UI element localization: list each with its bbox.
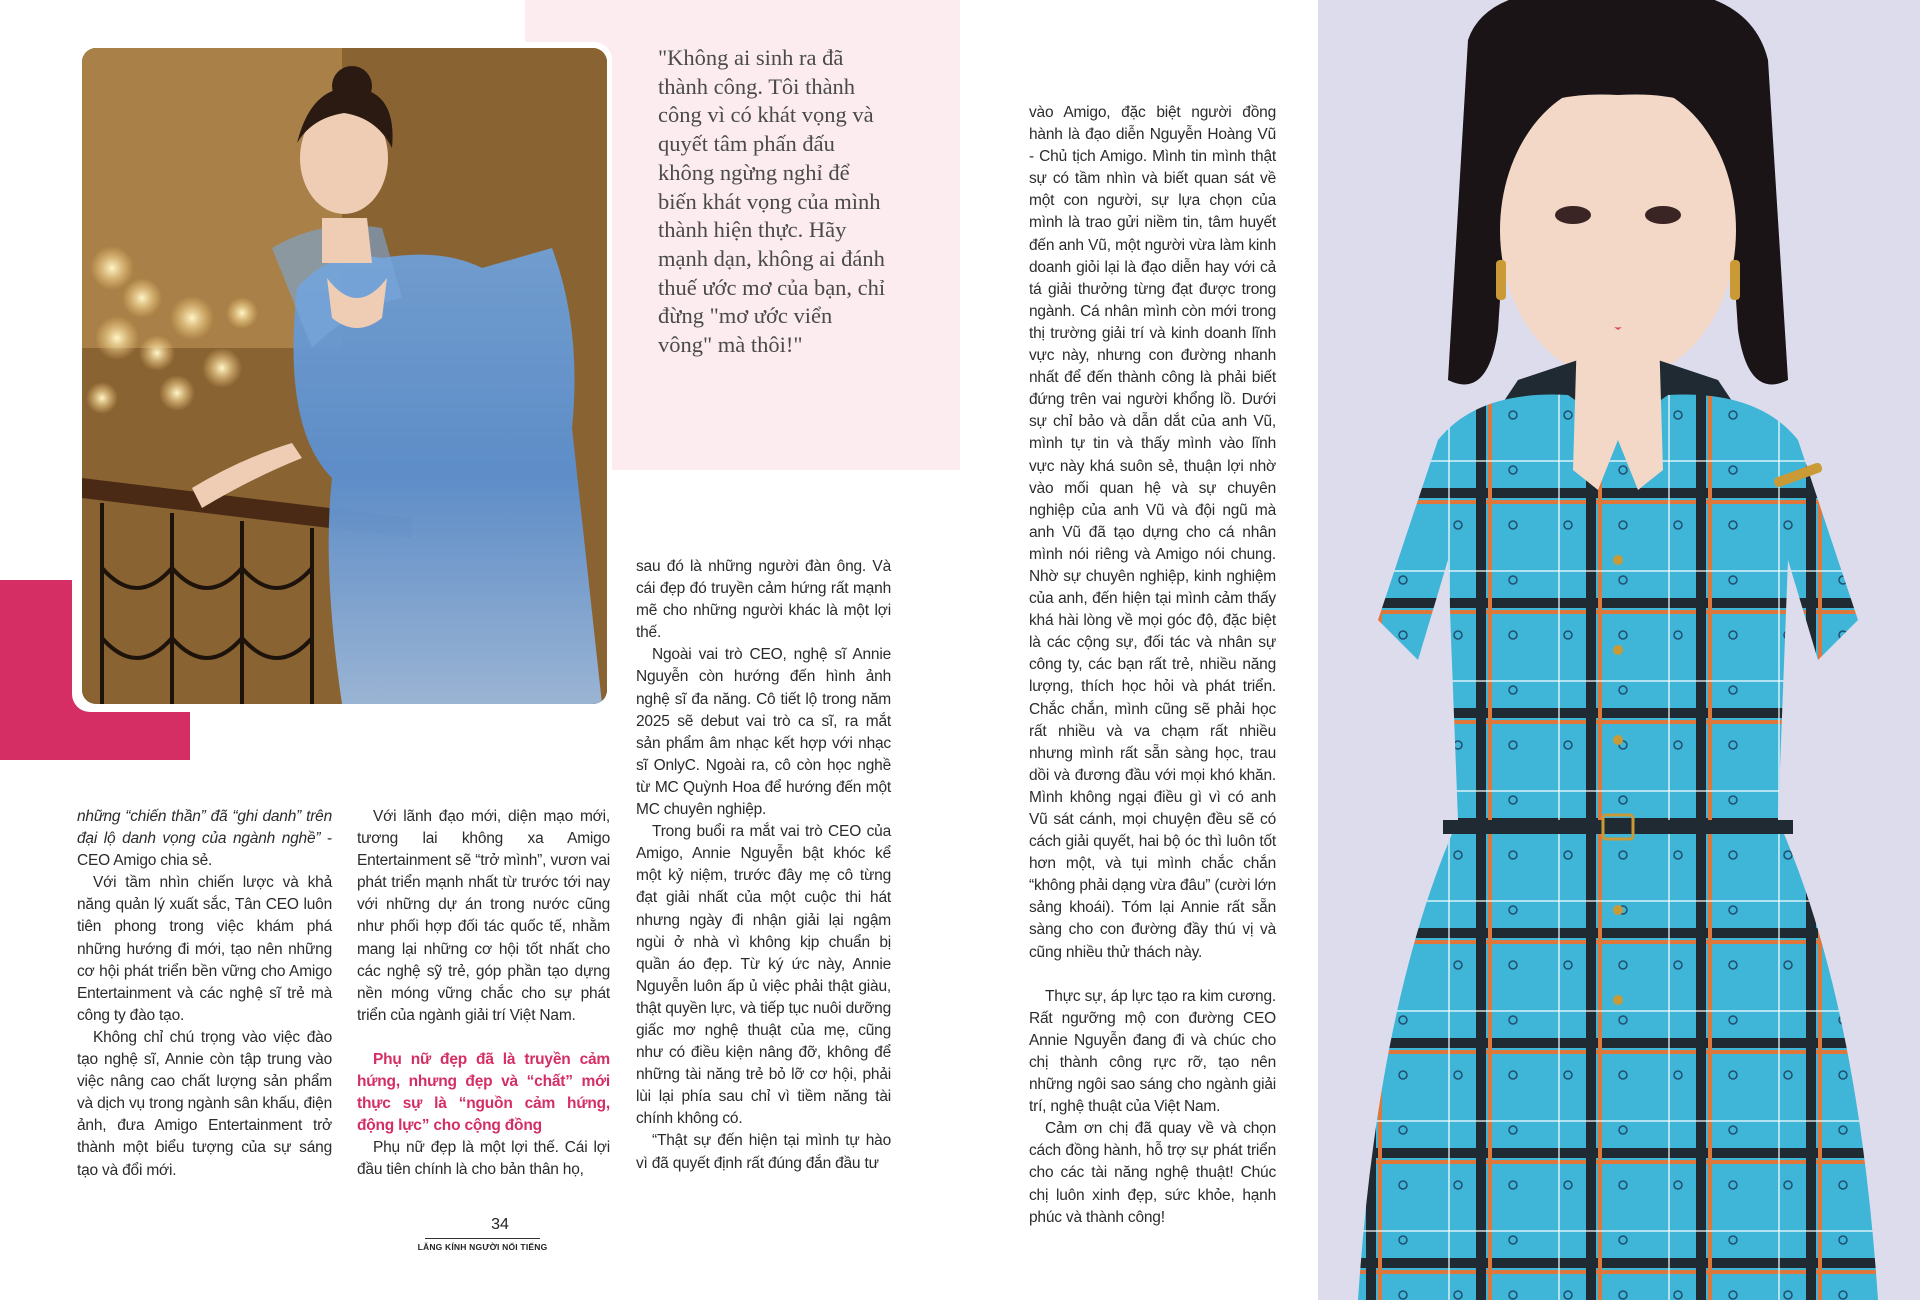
paragraph: Với tầm nhìn chiến lược và khả năng quản lý xuất sắc, Tân CEO luôn tiên phong trong việc khám phá những hướng đi mới, tạo nên những cơ hội phát triển bền vững cho Amigo Entertainment và các nghệ sĩ trẻ mà công ty đào tạo. — [77, 874, 332, 1024]
section-heading: Phụ nữ đẹp đã là truyền cảm hứng, nhưng đẹp và “chất” mới thực sự là “nguồn cảm hứng, động lực” cho cộng đồng — [357, 1050, 610, 1135]
paragraph: Phụ nữ đẹp là một lợi thế. Cái lợi đầu tiên chính là cho bản thân họ, — [357, 1139, 610, 1179]
footer-divider — [425, 1238, 540, 1239]
paragraph: Ngoài vai trò CEO, nghệ sĩ Annie Nguyễn còn hướng đến hình ảnh nghệ sĩ đa năng. Cô tiết lộ trong năm 2025 sẽ debut vai trò ca sĩ, ra mắt sản phẩm âm nhạc kết hợp với nhạc sĩ OnlyC. Ngoài ra, cô còn học nghề từ MC Quỳnh Hoa để hướng đến một MC chuyên nghiệp. — [636, 646, 891, 819]
paragraph: “Thật sự đến hiện tại mình tự hào vì đã quyết định rất đúng đắn đầu tư — [636, 1132, 891, 1172]
paragraph — [77, 806, 332, 872]
paragraph: vào Amigo, đặc biệt người đồng hành là đạo diễn Nguyễn Hoàng Vũ - Chủ tịch Amigo. Mình tin mình thật sự có tầm nhìn và biết quan sát về một con người, sự lựa chọn của mình là trao gửi niềm tin, tâm huyết đến anh Vũ, một người vừa làm kinh doanh giỏi lại là đạo diễn hay với cả tá giải thưởng từng đạt được trong ngành. Cá nhân mình còn mới trong thị trường giải trí và kinh doanh lĩnh vực này, nhưng con đường nhanh nhất để đến thành công là phải biết đứng trên vai người khổng lồ. Dưới sự chỉ bảo và dẫn dắt của anh Vũ, mình tự tin và thấy mình vào lĩnh vực này khá suôn sẻ, thuận lợi nhờ vào mối quan hệ và sự chuyên nghiệp của anh Vũ và đội ngũ mà anh Vũ đã tạo dựng cho cá nhân mình nói riêng và Amigo nói chung. Nhờ sự chuyên nghiệp, kinh nghiệm của anh, đến hiện tại mình cảm thấy khá hài lòng về mọi góc độ, đặc biệt là các cộng sự, đối tác và nhân sự công ty, các bạn rất trẻ, nhiều năng lượng, thích học hỏi và phát triển. Chắc chắn, mình cũng sẽ phải học rất nhiều và va chạm rất nhiều nhưng mình rất sẵn sàng học, trau dồi và đương đầu với mọi khó khăn. Mình không ngại điều gì vì có anh Vũ sát cánh, mọi chuyện đều sẽ có cách giải quyết, hai bộ óc thì luôn tốt hơn một, và tụi mình chắc chắn “không phải dạng vừa đâu” (cười lớn sảng khoái). Tóm lại Annie rất sẵn sàng cho con đường đầy thú vị và cũng nhiều thử thách này. — [1029, 104, 1276, 961]
paragraph: Không chỉ chú trọng vào việc đào tạo nghệ sĩ, Annie còn tập trung vào việc nâng cao chất lượng sản phẩm và dịch vụ trong ngành sân khấu, điện ảnh, đưa Amigo Entertainment trở thành một biểu tượng của sự sáng tạo và đổi mới. — [77, 1028, 332, 1179]
text-column-1 — [77, 806, 332, 1182]
italic-quote-text: những “chiến thần” đã “ghi danh” trên đại lộ danh vọng của ngành nghề” — [77, 808, 332, 848]
paragraph: Trong buổi ra mắt vai trò CEO của Amigo, Annie Nguyễn bật khóc kể một kỷ niệm, trước đây mẹ cô từng đạt giải nhất của một cuộc thi hát nhưng ngày đi nhận giải lại ngậm ngùi ở nhà vì không kịp chuẩn bị quần áo đẹp. Từ ký ức này, Annie Nguyễn luôn ấp ủ việc phải thật giàu, thật quyền lực, và tiếp tục nuôi dưỡng giấc mơ nghệ thuật của mẹ, cũng như có điều kiện nâng đỡ, không để những tài năng trẻ bỏ lỡ cơ hội, phải lùi lại phía sau chỉ vì tiềm năng tài chính không có. — [636, 823, 891, 1128]
photo-woman-blue-plaid-dress-illustration — [1318, 0, 1920, 1300]
paragraph: Cảm ơn chị đã quay về và chọn cách đồng hành, hỗ trợ sự phát triển cho các tài năng nghệ thuật! Chúc chị luôn xinh đẹp, sức khỏe, hạnh phúc và thành công! — [1029, 1120, 1276, 1226]
text-column-3 — [636, 556, 891, 1175]
photo-woman-blue-plaid-dress — [1318, 0, 1920, 1300]
page-number: 34 — [491, 1216, 509, 1233]
text-column-4 — [1029, 102, 1276, 1229]
photo-woman-blue-gown — [82, 48, 607, 704]
photo-woman-blue-gown-illustration — [82, 48, 607, 704]
paragraph: Thực sự, áp lực tạo ra kim cương. Rất ngưỡng mộ con đường CEO Annie Nguyễn đang đi và chúc cho chị thành công rực rỡ, tạo nên những ngôi sao sáng cho ngành giải trí, nghệ thuật của Việt Nam. — [1029, 987, 1276, 1116]
paragraph-text: - CEO Amigo chia sẻ. — [77, 830, 333, 870]
pull-quote: "Không ai sinh ra đã thành công. Tôi thành công vì có khát vọng và quyết tâm phấn đấu không ngừng nghỉ để biến khát vọng của mình thành hiện thực. Hãy mạnh dạn, không ai đánh thuế ước mơ của bạn, chỉ đừng "mơ ước viển vông" mà thôi!" — [658, 45, 886, 358]
paragraph: Với lãnh đạo mới, diện mạo mới, tương lai không xa Amigo Entertainment sẽ “trở mình”, vươn vai phát triển mạnh nhất từ trước tới nay với những dự án trong nước cũng như phối hợp đối tác quốc tế, nhằm mang lại những cơ hội tốt nhất cho các nghệ sỹ trẻ, góp phần tạo dựng nền móng vững chắc cho sự phát triển của ngành giải trí Việt Nam. — [357, 808, 610, 1024]
text-column-2 — [357, 806, 610, 1182]
paragraph: sau đó là những người đàn ông. Và cái đẹp đó truyền cảm hứng rất mạnh mẽ cho những người khác là một lợi thế. — [636, 558, 891, 642]
section-title: LĂNG KÍNH NGƯỜI NỔI TIẾNG — [417, 1242, 548, 1252]
